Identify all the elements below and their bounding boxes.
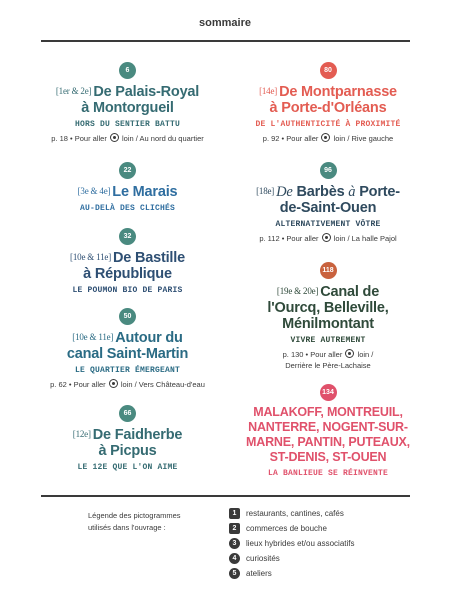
- title-line: ST-DENIS, ST-OUEN: [269, 450, 387, 464]
- title-line: De Bastille: [113, 250, 185, 266]
- badge-square-icon: 1: [229, 508, 240, 519]
- legend-label: [88, 510, 203, 534]
- entry-title: [233, 183, 423, 216]
- entry-meta: [35, 133, 220, 144]
- entry-title: [35, 83, 220, 116]
- arrondissement-label: [10e & 11e]: [72, 332, 114, 342]
- title-line: Ménilmontant: [282, 316, 374, 332]
- legend-item: [229, 536, 355, 551]
- toc-entry-bastille[interactable]: [35, 228, 220, 295]
- legend-text: ateliers: [246, 569, 272, 578]
- legend-text: lieux hybrides et/ou associatifs: [246, 539, 355, 548]
- toc-entry-faidherbe[interactable]: [35, 405, 220, 472]
- legend-label-line: Légende des pictogrammes: [88, 511, 181, 520]
- title-line: l'Ourcq, Belleville,: [267, 300, 389, 316]
- toc-entry-barbes[interactable]: [233, 162, 423, 244]
- legend-text: commerces de bouche: [246, 524, 327, 533]
- meta-suffix: loin / Au nord du quartier: [122, 134, 204, 143]
- page-number-badge: 32: [119, 228, 136, 245]
- meta-prefix: p. 130 • Pour aller: [282, 350, 343, 359]
- title-line: à Montorgueil: [81, 100, 174, 116]
- arrondissement-label: [10e & 11e]: [70, 252, 111, 262]
- title-line: à République: [83, 266, 172, 282]
- arrondissement-label: [18e]: [256, 186, 275, 196]
- title-de: De: [276, 184, 293, 200]
- entry-subtitle: DE L'AUTHENTICITÉ À PROXIMITÉ: [255, 120, 401, 129]
- title-line: De Faidherbe: [92, 427, 183, 443]
- legend-item: [229, 521, 355, 536]
- meta-suffix: loin / La halle Pajol: [333, 234, 397, 243]
- title-line: canal Saint-Martin: [66, 346, 189, 362]
- page-number-badge: 80: [320, 62, 337, 79]
- target-icon: [109, 379, 118, 388]
- meta-prefix: p. 18 • Pour aller: [51, 134, 107, 143]
- badge-square-icon: 2: [229, 523, 240, 534]
- page-number-badge: 6: [119, 62, 136, 79]
- title-line: MALAKOFF, MONTREUIL,: [253, 405, 403, 419]
- title-a: à: [348, 184, 356, 200]
- meta-prefix: p. 62 • Pour aller: [50, 380, 106, 389]
- toc-entry-canal-ourcq[interactable]: [233, 262, 423, 371]
- title-line: Le Marais: [112, 184, 178, 200]
- legend-text: restaurants, cantines, cafés: [246, 509, 344, 518]
- target-icon: [110, 133, 119, 142]
- entry-subtitle: LE QUARTIER ÉMERGEANT: [74, 366, 181, 375]
- legend-item: [229, 506, 355, 521]
- entry-title: [233, 83, 423, 116]
- toc-entry-palais-royal[interactable]: [35, 62, 220, 144]
- entry-meta: [233, 233, 423, 244]
- legend-label-line: utilisés dans l'ouvrage :: [88, 523, 166, 532]
- toc-entry-canal-saint-martin[interactable]: [35, 308, 220, 390]
- arrondissement-label: [1er & 2e]: [55, 86, 92, 96]
- page-number-badge: 118: [320, 262, 337, 279]
- entry-meta: [35, 379, 220, 390]
- target-icon: [321, 133, 330, 142]
- page-number-badge: 50: [119, 308, 136, 325]
- title-line: Autour du: [115, 330, 183, 346]
- title-line: MARNE, PANTIN, PUTEAUX,: [246, 435, 410, 449]
- badge-circle-icon: 4: [229, 553, 240, 564]
- bottom-divider: [41, 495, 410, 497]
- title-line: à Picpus: [98, 443, 157, 459]
- entry-title: [35, 426, 220, 459]
- legend-text: curiosités: [246, 554, 280, 563]
- page-number-badge: 134: [320, 384, 337, 401]
- entry-title: [233, 283, 423, 332]
- title-line: Porte-: [359, 184, 400, 200]
- entry-subtitle: LE POUMON BIO DE PARIS: [72, 286, 183, 295]
- page-title: sommaire: [199, 17, 251, 29]
- arrondissement-label: [3e & 4e]: [77, 186, 111, 196]
- top-divider: [41, 40, 410, 42]
- page-number-badge: 66: [119, 405, 136, 422]
- target-icon: [322, 233, 331, 242]
- entry-title: [35, 249, 220, 282]
- meta-suffix: loin / Rive gauche: [333, 134, 394, 143]
- meta-line: Derrière le Père-Lachaise: [285, 361, 371, 370]
- meta-prefix: p. 112 • Pour aller: [259, 234, 319, 243]
- title-line: De Palais-Royal: [93, 84, 200, 100]
- entry-subtitle: ALTERNATIVEMENT VÔTRE: [275, 220, 381, 229]
- title-line: à Porte-d'Orléans: [269, 100, 387, 116]
- toc-entry-banlieue[interactable]: [233, 384, 423, 478]
- entry-title: [35, 329, 220, 362]
- entry-subtitle: VIVRE AUTREMENT: [290, 336, 366, 345]
- page-number-badge: 96: [320, 162, 337, 179]
- legend-item: [229, 566, 355, 581]
- badge-circle-icon: 5: [229, 568, 240, 579]
- legend-list: [229, 506, 355, 581]
- title-line: De Montparnasse: [279, 84, 397, 100]
- entry-subtitle: AU-DELÀ DES CLICHÉS: [79, 204, 175, 213]
- entry-meta: [233, 349, 423, 371]
- entry-subtitle: LA BANLIEUE SE RÉINVENTE: [267, 469, 389, 478]
- target-icon: [345, 349, 354, 358]
- entry-subtitle: HORS DU SENTIER BATTU: [74, 120, 181, 129]
- meta-suffix: loin / Vers Château-d'eau: [120, 380, 205, 389]
- toc-entry-marais[interactable]: [35, 162, 220, 213]
- entry-subtitle: LE 12E QUE L'ON AIME: [77, 463, 178, 472]
- arrondissement-label: [12e]: [72, 429, 91, 439]
- badge-circle-icon: 3: [229, 538, 240, 549]
- entry-meta: [233, 133, 423, 144]
- title-line: NANTERRE, NOGENT-SUR-: [248, 420, 408, 434]
- title-line: Canal de: [320, 284, 380, 300]
- title-line: de-Saint-Ouen: [279, 200, 377, 216]
- entry-title: [35, 183, 220, 200]
- page-number-badge: 22: [119, 162, 136, 179]
- legend-item: [229, 551, 355, 566]
- arrondissement-label: [19e & 20e]: [276, 286, 319, 296]
- toc-entry-montparnasse[interactable]: [233, 62, 423, 144]
- entry-title: [233, 405, 423, 465]
- title-line: Barbès: [296, 184, 345, 200]
- meta-prefix: p. 92 • Pour aller: [262, 134, 319, 143]
- arrondissement-label: [14e]: [259, 86, 278, 96]
- meta-suffix: loin /: [357, 350, 374, 359]
